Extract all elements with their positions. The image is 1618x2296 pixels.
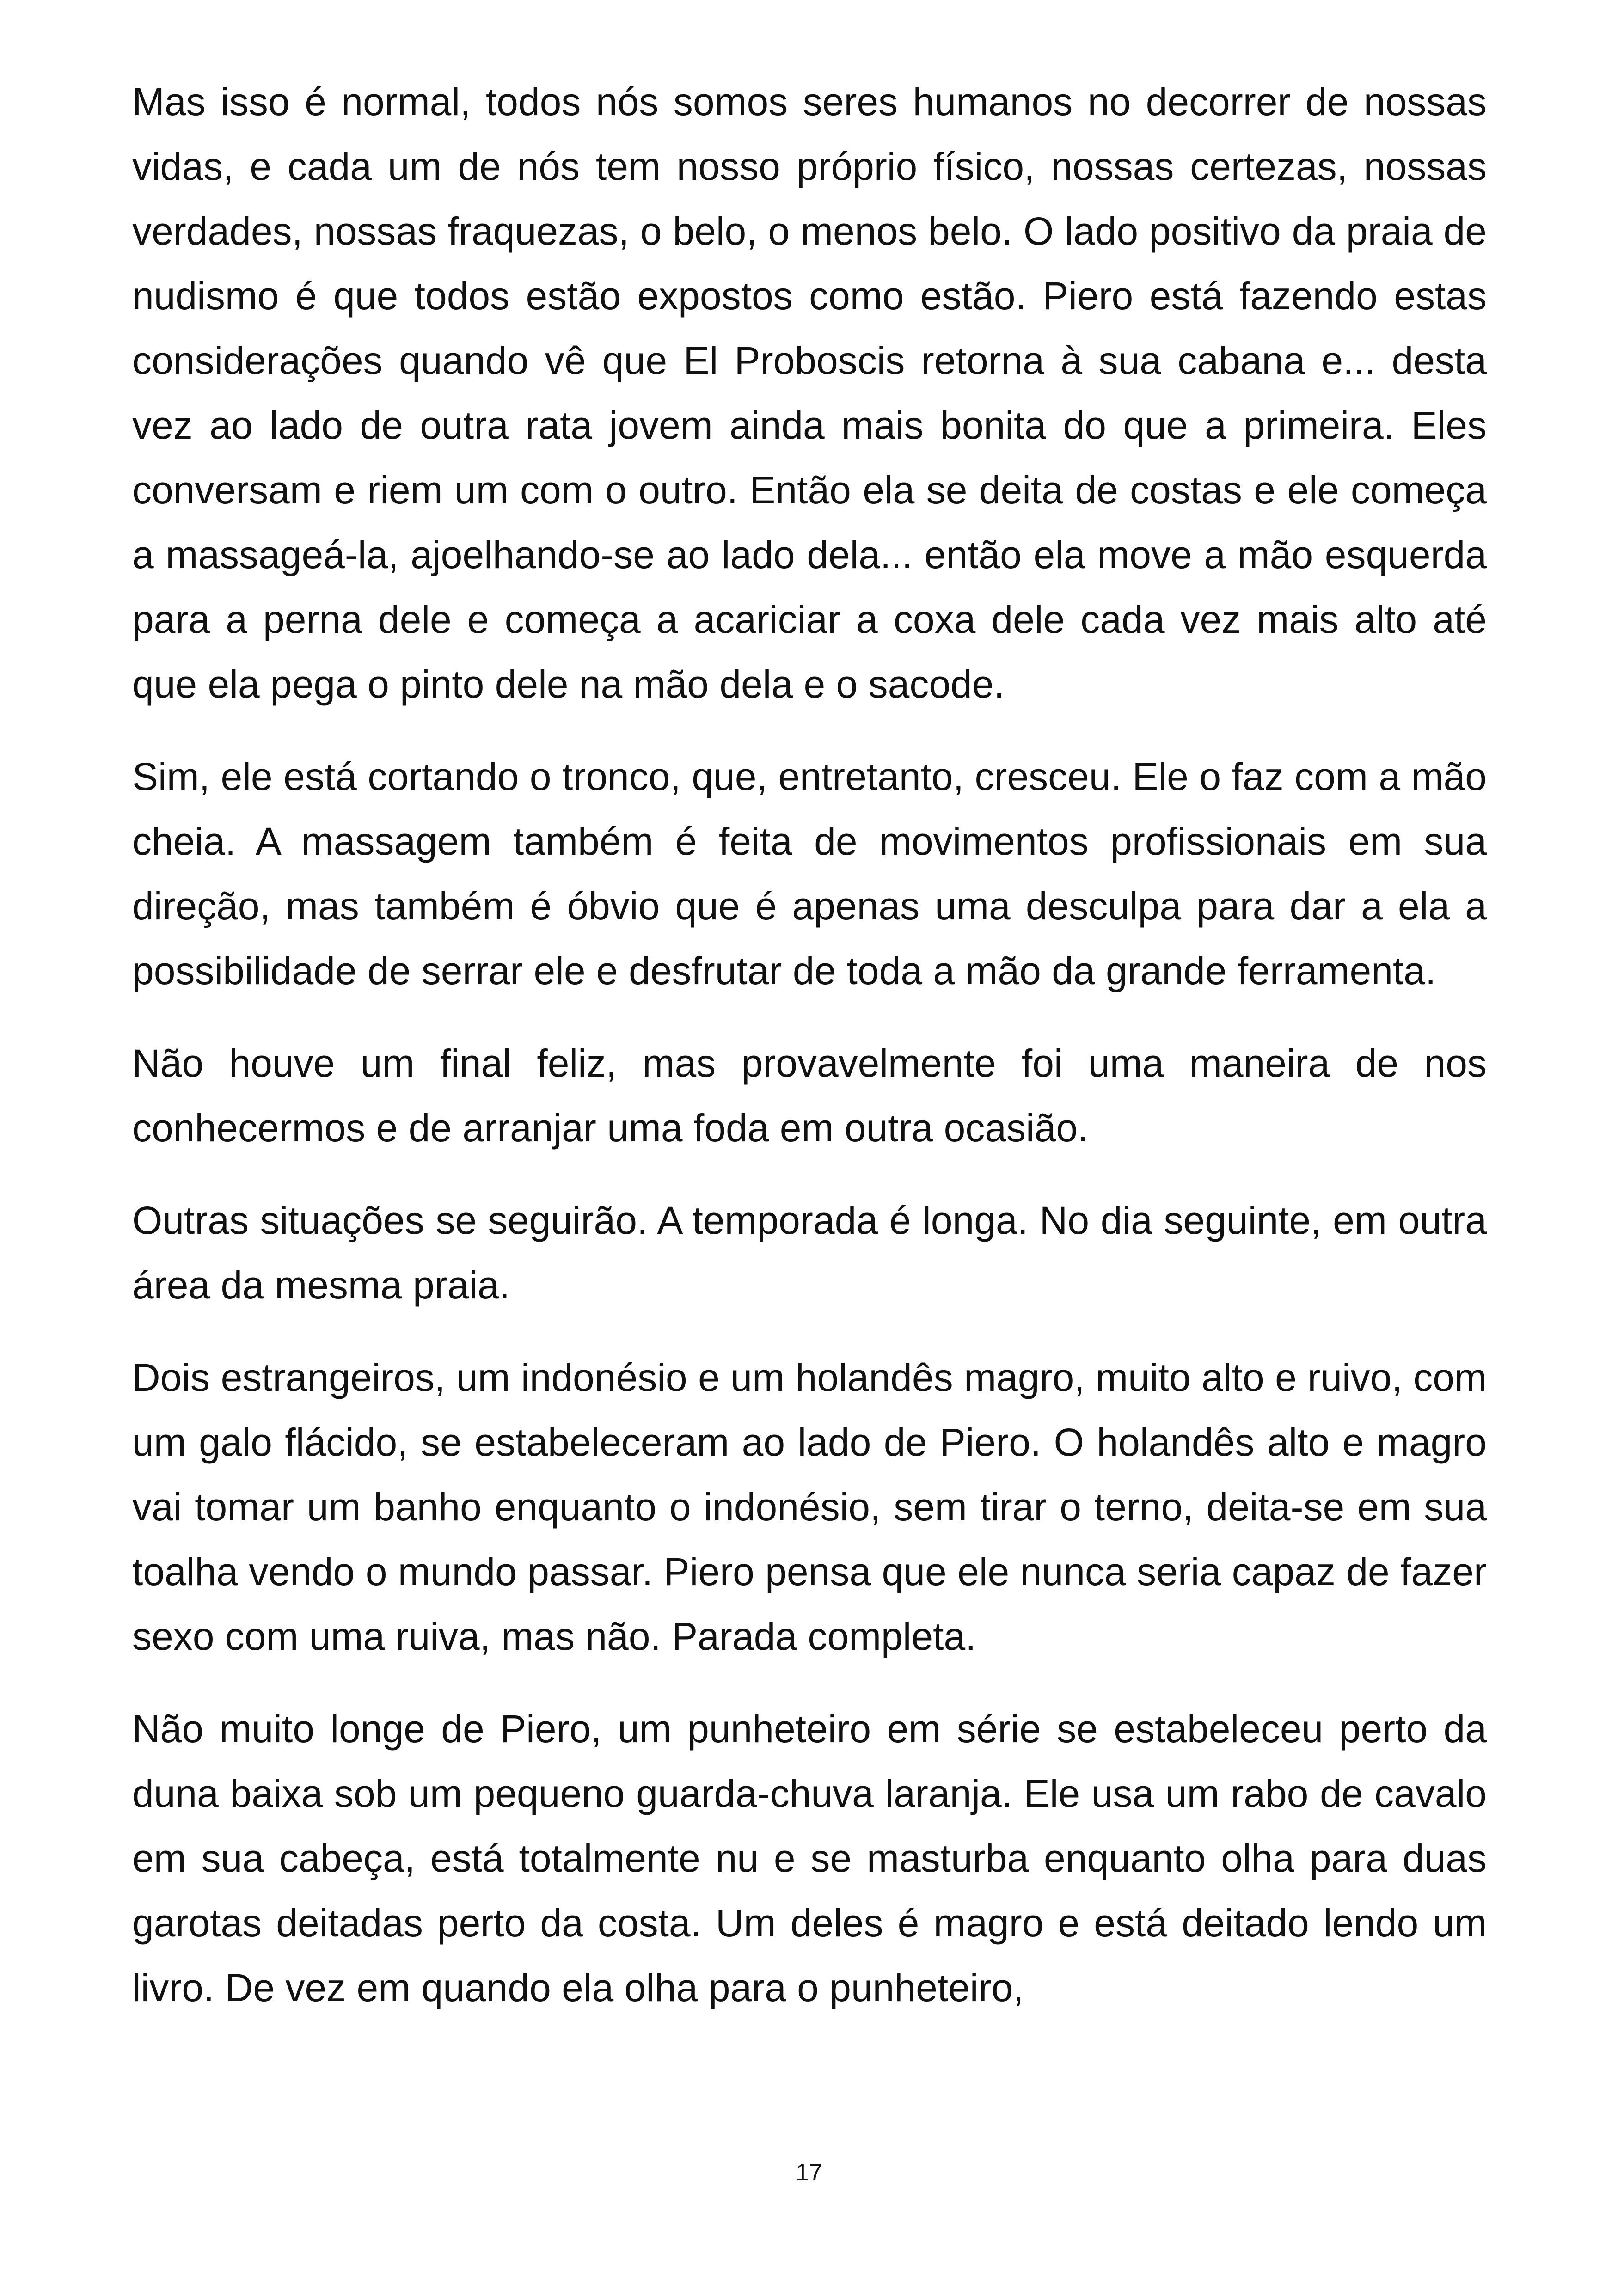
paragraph: Não houve um final feliz, mas provavelmente foi uma maneira de nos conhecermos e de arranjar uma foda em outra ocasião. (132, 1041, 1487, 1150)
paragraph: Outras situações se seguirão. A temporada é longa. No dia seguinte, em outra área da mesma praia. (132, 1199, 1487, 1307)
paragraph: Não muito longe de Piero, um punheteiro em série se estabeleceu perto da duna baixa sob um pequeno guarda-chuva laranja. Ele usa um rabo de cavalo em sua cabeça, está totalmente nu e se masturba enquanto olha para duas garotas deitadas perto da costa. Um deles é magro e está deitado lendo um livro. De vez em quando ela olha para o punheteiro, (132, 1707, 1487, 2009)
paragraph: Dois estrangeiros, um indonésio e um holandês magro, muito alto e ruivo, com um galo flácido, se estabeleceram ao lado de Piero. O holandês alto e magro vai tomar um banho enquanto o indonésio, sem tirar o terno, deita-se em sua toalha vendo o mundo passar. Piero pensa que ele nunca seria capaz de fazer sexo com uma ruiva, mas não. Parada completa. (132, 1356, 1487, 1658)
page-number: 17 (796, 2159, 822, 2186)
paragraph: Mas isso é normal, todos nós somos seres humanos no decorrer de nossas vidas, e cada um de nós tem nosso próprio físico, nossas certezas, nossas verdades, nossas fraquezas, o belo, o menos belo. O lado positivo da praia de nudismo é que todos estão expostos como estão. Piero está fazendo estas considerações quando vê que El Proboscis retorna à sua cabana e... desta vez ao lado de outra rata jovem ainda mais bonita do que a primeira. Eles conversam e riem um com o outro. Então ela se deita de costas e ele começa a massageá-la, ajoelhando-se ao lado dela... então ela move a mão esquerda para a perna dele e começa a acariciar a coxa dele cada vez mais alto até que ela pega o pinto dele na mão dela e o sacode. (132, 80, 1487, 706)
paragraph: Sim, ele está cortando o tronco, que, entretanto, cresceu. Ele o faz com a mão cheia. A massagem também é feita de movimentos profissionais em sua direção, mas também é óbvio que é apenas uma desculpa para dar a ela a possibilidade de serrar ele e desfrutar de toda a mão da grande ferramenta. (132, 755, 1487, 992)
body-text (132, 69, 1487, 2020)
